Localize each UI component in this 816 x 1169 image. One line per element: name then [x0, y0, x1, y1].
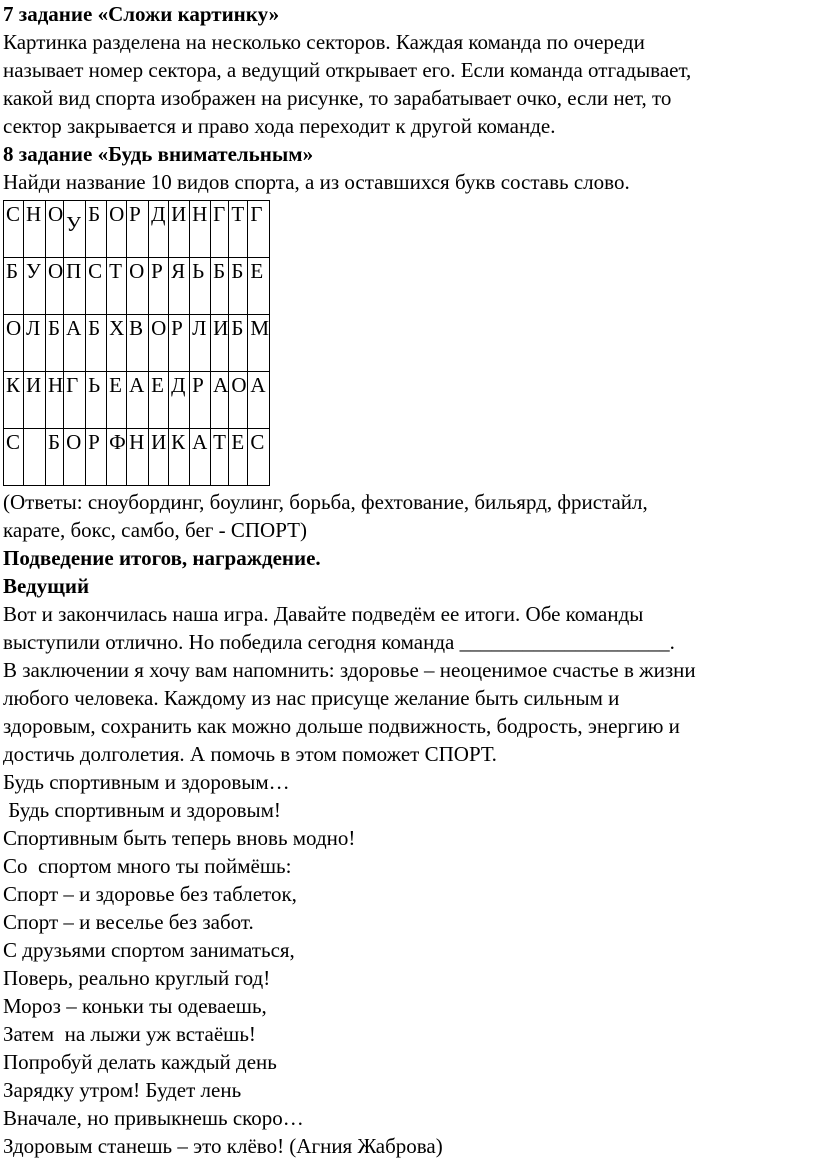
grid-letter: Х: [109, 316, 125, 340]
poem-line: Будь спортивным и здоровым!: [3, 798, 281, 822]
grid-letter: Г: [66, 373, 79, 397]
poem-line: Здоровым станешь – это клёво! (Агния Жаброва): [3, 1134, 443, 1158]
grid-cell: [24, 201, 46, 258]
grid-letter: Н: [129, 430, 145, 454]
grid-letter: И: [151, 430, 167, 454]
poem-line: Зарядку утром! Будет лень: [3, 1078, 242, 1102]
grid-letter: Е: [109, 373, 122, 397]
grid-cell: [248, 372, 270, 429]
grid-letter: Б: [48, 430, 61, 454]
grid-cell: [64, 201, 86, 258]
grid-cell: [211, 429, 229, 486]
poem-line: Спорт – и веселье без забот.: [3, 910, 254, 934]
grid-cell: [229, 429, 248, 486]
answers-line: карате, бокс, самбо, бег - СПОРТ): [3, 518, 307, 542]
grid-cell: [169, 429, 190, 486]
grid-letter: У: [66, 212, 82, 236]
grid-cell: [107, 315, 127, 372]
grid-cell: [190, 201, 211, 258]
grid-cell: [4, 372, 24, 429]
grid-letter: С: [6, 430, 21, 454]
grid-cell: [149, 315, 169, 372]
grid-cell: [211, 201, 229, 258]
grid-cell: [229, 315, 248, 372]
grid-cell: [248, 429, 270, 486]
poem-line: Будь спортивным и здоровым…: [3, 770, 290, 794]
grid-letter: О: [129, 259, 145, 283]
grid-letter: Т: [213, 430, 226, 454]
grid-cell: [86, 258, 107, 315]
summary-line: В заключении я хочу вам напомнить: здоровье – неоценимое счастье в жизни: [3, 658, 696, 682]
grid-cell: [229, 372, 248, 429]
grid-letter: Б: [88, 316, 101, 340]
summary-line: здоровым, сохранить как можно дольше подвижность, бодрость, энергию и: [3, 714, 680, 738]
poem-line: Поверь, реально круглый год!: [3, 966, 271, 990]
poem-line: С друзьями спортом заниматься,: [3, 938, 295, 962]
grid-cell: [169, 315, 190, 372]
grid-letter: С: [6, 202, 21, 226]
grid-letter: Р: [88, 430, 100, 454]
grid-letter: Е: [151, 373, 164, 397]
grid-cell: [229, 258, 248, 315]
grid-cell: [248, 201, 270, 258]
grid-cell: [211, 315, 229, 372]
grid-letter: К: [171, 430, 186, 454]
grid-letter: Н: [26, 202, 42, 226]
grid-letter: О: [66, 430, 82, 454]
grid-letter: М: [250, 316, 270, 340]
grid-cell: [127, 201, 149, 258]
grid-letter: О: [151, 316, 167, 340]
grid-cell: [190, 315, 211, 372]
grid-letter: О: [48, 202, 64, 226]
grid-letter: Б: [213, 259, 226, 283]
poem-line: Спорт – и здоровье без таблеток,: [3, 882, 297, 906]
grid-cell: [4, 429, 24, 486]
letter-grid: [3, 200, 270, 486]
grid-cell: [169, 372, 190, 429]
grid-letter: П: [66, 259, 82, 283]
grid-cell: [127, 315, 149, 372]
grid-cell: [190, 372, 211, 429]
grid-cell: [127, 429, 149, 486]
grid-cell: [64, 258, 86, 315]
grid-cell: [127, 372, 149, 429]
grid-cell: [149, 258, 169, 315]
task7-heading: 7 задание «Сложи картинку»: [3, 2, 280, 26]
host-label: Ведущий: [3, 574, 90, 598]
grid-letter: Ь: [88, 373, 101, 397]
task7-line: сектор закрывается и право хода переходит к другой команде.: [3, 114, 556, 138]
grid-letter: Б: [88, 202, 101, 226]
grid-letter: Б: [6, 259, 19, 283]
grid-letter: А: [192, 430, 208, 454]
grid-cell: [86, 429, 107, 486]
summary-line: любого человека. Каждому из нас присуще желание быть сильным и: [3, 686, 620, 710]
grid-cell: [149, 429, 169, 486]
grid-cell: [24, 372, 46, 429]
grid-row: [4, 201, 270, 258]
task7-line: называет номер сектора, а ведущий открывает его. Если команда отгадывает,: [3, 58, 692, 82]
grid-cell: [190, 429, 211, 486]
grid-cell: [107, 372, 127, 429]
grid-cell: [149, 372, 169, 429]
document-page: [3, 0, 813, 1160]
grid-cell: [4, 315, 24, 372]
grid-row: [4, 258, 270, 315]
grid-letter: А: [129, 373, 145, 397]
summary-heading: Подведение итогов, награждение.: [3, 546, 321, 570]
grid-letter: Д: [151, 202, 166, 226]
grid-cell: [127, 258, 149, 315]
grid-cell: [86, 315, 107, 372]
grid-letter: Р: [192, 373, 204, 397]
grid-cell: [46, 258, 64, 315]
poem: [3, 768, 813, 1160]
grid-cell: [4, 258, 24, 315]
grid-letter: Е: [231, 430, 245, 454]
grid-cell: [24, 258, 46, 315]
grid-cell: [149, 201, 169, 258]
grid-letter: С: [250, 430, 265, 454]
summary-line: выступили отлично. Но победила сегодня команда ____________________.: [3, 630, 675, 654]
grid-cell: [86, 372, 107, 429]
grid-cell: [211, 258, 229, 315]
grid-letter: Л: [26, 316, 41, 340]
grid-letter: Б: [231, 259, 244, 283]
grid-letter: Е: [250, 259, 264, 283]
answers-line: (Ответы: сноубординг, боулинг, борьба, фехтование, бильярд, фристайл,: [3, 490, 648, 514]
grid-letter: Т: [109, 259, 122, 283]
grid-letter: Т: [231, 202, 245, 226]
grid-cell: [64, 315, 86, 372]
grid-letter: Р: [151, 259, 163, 283]
grid-letter: Д: [171, 373, 186, 397]
grid-letter: О: [6, 316, 22, 340]
grid-letter: С: [88, 259, 103, 283]
grid-row: [4, 315, 270, 372]
grid-letter: И: [213, 316, 229, 340]
grid-cell: [64, 429, 86, 486]
grid-cell: [169, 258, 190, 315]
grid-letter: А: [213, 373, 229, 397]
poem-line: Попробуй делать каждый день: [3, 1050, 277, 1074]
poem-line: Вначале, но привыкнешь скоро…: [3, 1106, 304, 1130]
grid-letter: Г: [250, 202, 263, 226]
grid-letter: Б: [231, 316, 244, 340]
grid-letter: Р: [129, 202, 141, 226]
grid-letter: А: [66, 316, 82, 340]
grid-cell: [107, 201, 127, 258]
grid-letter: Р: [171, 316, 183, 340]
grid-row: [4, 372, 270, 429]
grid-letter: Ь: [192, 259, 205, 283]
poem-line: Спортивным быть теперь вновь модно!: [3, 826, 356, 850]
grid-cell: [248, 315, 270, 372]
grid-letter: И: [171, 202, 187, 226]
summary-line: достичь долголетия. А помочь в этом поможет СПОРТ.: [3, 742, 497, 766]
task7-line: какой вид спорта изображен на рисунке, то зарабатывает очко, если нет, то: [3, 86, 672, 110]
summary-line: Вот и закончилась наша игра. Давайте подведём ее итоги. Обе команды: [3, 602, 644, 626]
grid-cell: [107, 258, 127, 315]
grid-cell: [107, 429, 127, 486]
grid-cell: [229, 201, 248, 258]
grid-cell: [86, 201, 107, 258]
poem-line: Затем на лыжи уж встаёшь!: [3, 1022, 256, 1046]
grid-letter: Ф: [109, 430, 126, 454]
grid-cell: [190, 258, 211, 315]
grid-letter: Н: [192, 202, 208, 226]
grid-letter: У: [26, 259, 41, 283]
grid-cell: [169, 201, 190, 258]
grid-cell: [46, 372, 64, 429]
grid-cell: [4, 201, 24, 258]
grid-letter: О: [48, 259, 64, 283]
grid-cell: [24, 429, 46, 486]
grid-cell: [46, 429, 64, 486]
grid-letter: В: [129, 316, 144, 340]
grid-letter: Я: [171, 259, 186, 283]
grid-letter: К: [6, 373, 21, 397]
task8-heading: 8 задание «Будь внимательным»: [3, 142, 314, 166]
grid-cell: [64, 372, 86, 429]
grid-cell: [24, 315, 46, 372]
poem-line: Со спортом много ты поймёшь:: [3, 854, 292, 878]
grid-letter: И: [26, 373, 42, 397]
task7-line: Картинка разделена на несколько секторов. Каждая команда по очереди: [3, 30, 645, 54]
grid-letter: Л: [192, 316, 207, 340]
grid-cell: [46, 315, 64, 372]
poem-line: Мороз – коньки ты одеваешь,: [3, 994, 267, 1018]
grid-letter: Б: [48, 316, 61, 340]
grid-cell: [211, 372, 229, 429]
grid-letter: А: [250, 373, 266, 397]
grid-cell: [248, 258, 270, 315]
task8-instruction: Найди название 10 видов спорта, а из оставшихся букв составь слово.: [3, 170, 630, 194]
grid-cell: [46, 201, 64, 258]
grid-letter: О: [109, 202, 125, 226]
grid-row: [4, 429, 270, 486]
grid-letter: Г: [213, 202, 226, 226]
grid-letter: О: [231, 373, 247, 397]
grid-letter: Н: [48, 373, 64, 397]
